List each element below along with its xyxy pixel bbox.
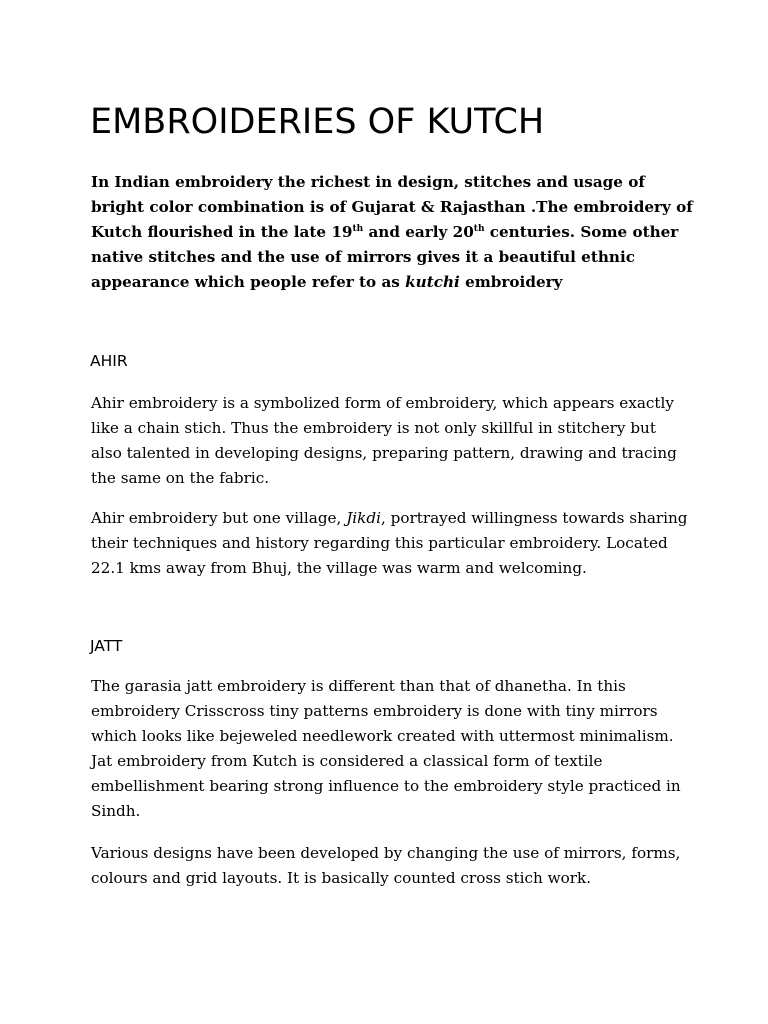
jatt-paragraph-2 <box>91 841 691 891</box>
intro-text: embroidery <box>459 273 563 291</box>
intro-paragraph <box>91 170 691 295</box>
paragraph-line: Sindh. <box>91 802 141 820</box>
intro-line: native stitches and the use of mirrors gives it a beautiful ethnic <box>91 248 635 266</box>
paragraph-text: , portrayed willingness towards sharing <box>380 509 688 527</box>
intro-line <box>91 220 691 245</box>
paragraph-line: like a chain stich. Thus the embroidery is not only skillful in stitchery but <box>91 419 656 437</box>
paragraph-line: embellishment bearing strong influence to the embroidery style practiced in <box>91 777 681 795</box>
intro-text: and early 20 <box>363 223 474 241</box>
intro-line: bright color combination is of Gujarat & Rajasthan .The embroidery of <box>91 198 693 216</box>
paragraph-line <box>91 506 691 531</box>
ahir-paragraph-2 <box>91 506 691 581</box>
village-name: Jikdi <box>346 509 381 527</box>
ordinal-suffix: th <box>473 223 485 234</box>
ahir-paragraph-1 <box>91 391 691 491</box>
paragraph-line: which looks like bejeweled needlework created with uttermost minimalism. <box>91 727 674 745</box>
ordinal-suffix: th <box>352 223 364 234</box>
intro-line: In Indian embroidery the richest in design, stitches and usage of <box>91 173 645 191</box>
paragraph-line: their techniques and history regarding this particular embroidery. Located <box>91 534 668 552</box>
paragraph-line: The garasia jatt embroidery is different than that of dhanetha. In this <box>91 677 626 695</box>
section-heading-ahir: AHIR <box>90 352 128 370</box>
intro-text: appearance which people refer to as <box>91 273 406 291</box>
intro-text: Kutch flourished in the late 19 <box>91 223 353 241</box>
paragraph-line: embroidery Crisscross tiny patterns embroidery is done with tiny mirrors <box>91 702 658 720</box>
paragraph-line: Ahir embroidery is a symbolized form of embroidery, which appears exactly <box>91 394 674 412</box>
paragraph-line: also talented in developing designs, preparing pattern, drawing and tracing <box>91 444 677 462</box>
jatt-paragraph-1 <box>91 674 691 824</box>
paragraph-line: 22.1 kms away from Bhuj, the village was warm and welcoming. <box>91 559 587 577</box>
intro-emphasis: kutchi <box>405 273 460 291</box>
paragraph-line: the same on the fabric. <box>91 469 270 487</box>
document-title: EMBROIDERIES OF KUTCH <box>90 102 545 142</box>
paragraph-line: Various designs have been developed by changing the use of mirrors, forms, <box>91 844 681 862</box>
paragraph-line: Jat embroidery from Kutch is considered a classical form of textile <box>91 752 603 770</box>
paragraph-text: Ahir embroidery but one village, <box>91 509 347 527</box>
paragraph-line: colours and grid layouts. It is basically counted cross stich work. <box>91 869 592 887</box>
intro-text: centuries. Some other <box>484 223 679 241</box>
section-heading-jatt: JATT <box>90 637 123 655</box>
intro-line <box>91 270 691 295</box>
